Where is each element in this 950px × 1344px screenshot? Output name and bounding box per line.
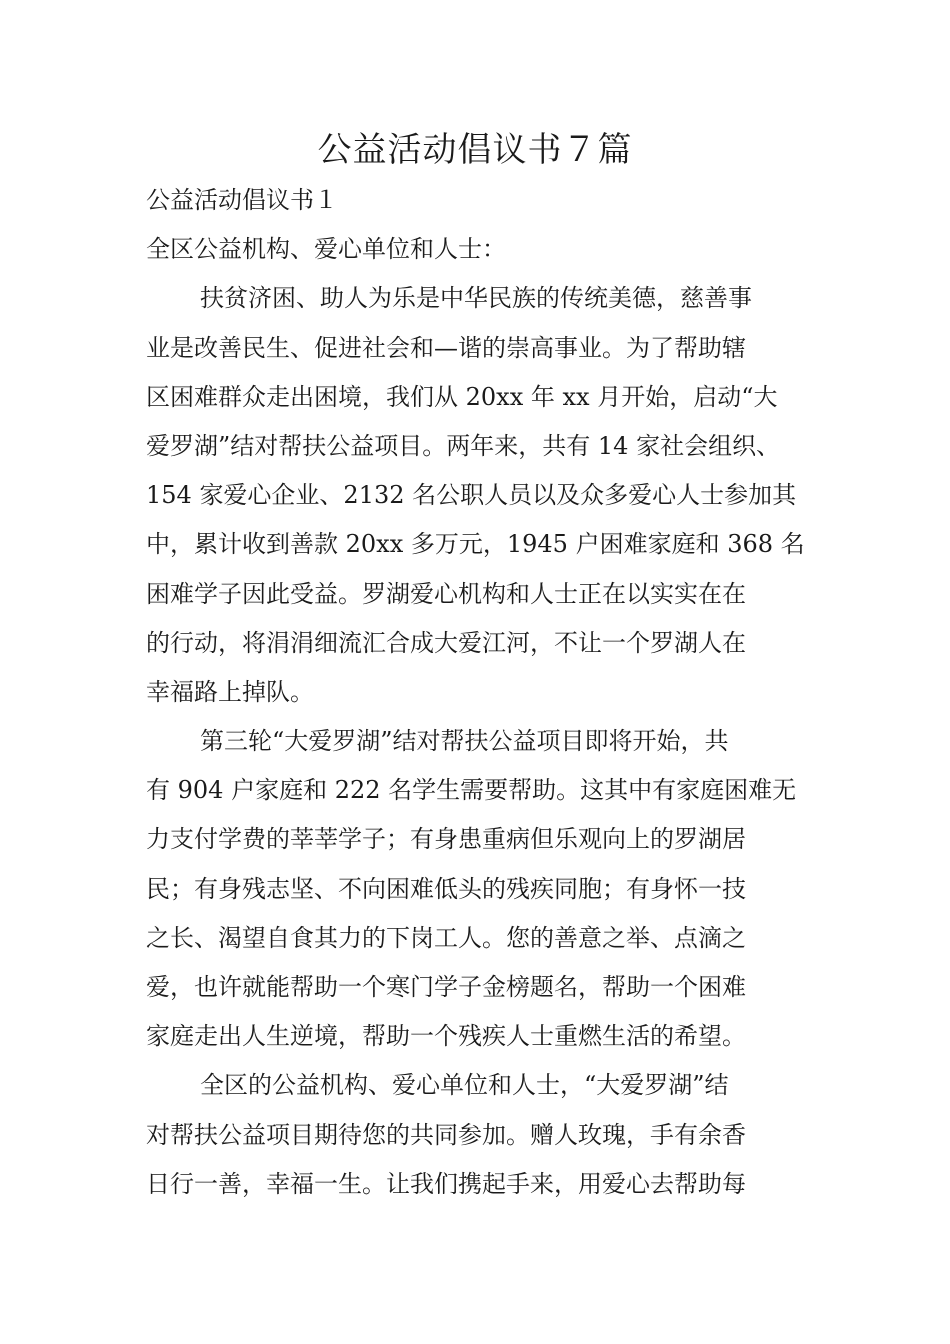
paragraph-3-line: 全区的公益机构、爱心单位和人士，“大爱罗湖”结 (200, 1071, 729, 1100)
paragraph-1-line: 区困难群众走出困境，我们从 20xx 年 xx 月开始，启动“大 (146, 382, 778, 411)
paragraph-2-line: 爱，也许就能帮助一个寒门学子金榜题名，帮助一个困难 (146, 973, 746, 1001)
paragraph-3-line: 日行一善，幸福一生。让我们携起手来，用爱心去帮助每 (146, 1169, 746, 1198)
document-body (146, 176, 826, 1209)
paragraph-2-line: 家庭走出人生逆境，帮助一个残疾人士重燃生活的希望。 (146, 1022, 746, 1051)
paragraph-1-line: 困难学子因此受益。罗湖爱心机构和人士正在以实实在在 (146, 579, 746, 608)
salutation: 全区公益机构、爱心单位和人士： (146, 235, 506, 264)
paragraph-2-line: 有 904 户家庭和 222 名学生需要帮助。这其中有家庭困难无 (146, 776, 797, 805)
paragraph-1-line: 中，累计收到善款 20xx 多万元，1945 户困难家庭和 368 名 (146, 530, 805, 559)
paragraph-1-line: 扶贫济困、助人为乐是中华民族的传统美德，慈善事 (200, 284, 752, 313)
document-title: 公益活动倡议书７篇 (317, 130, 633, 170)
paragraph-2-line: 力支付学费的莘莘学子；有身患重病但乐观向上的罗湖居 (146, 825, 746, 854)
paragraph-1-line: 幸福路上掉队。 (146, 677, 314, 706)
paragraph-1-line: 业是改善民生、促进社会和—谐的崇高事业。为了帮助辖 (146, 333, 746, 362)
paragraph-1-line: 的行动，将涓涓细流汇合成大爱江河，不让一个罗湖人在 (146, 628, 746, 657)
paragraph-2-line: 民；有身残志坚、不向困难低头的残疾同胞；有身怀一技 (146, 874, 746, 903)
paragraph-2-line: 之长、渴望自食其力的下岗工人。您的善意之举、点滴之 (146, 923, 746, 952)
paragraph-2-line: 第三轮“大爱罗湖”结对帮扶公益项目即将开始，共 (200, 727, 729, 756)
paragraph-3-line: 对帮扶公益项目期待您的共同参加。赠人玫瑰，手有余香 (146, 1120, 746, 1149)
paragraph-1-line: 爱罗湖”结对帮扶公益项目。两年来，共有 14 家社会组织、 (146, 431, 781, 460)
section-heading: 公益活动倡议书１ (146, 186, 338, 214)
paragraph-1-line: 154 家爱心企业、2132 名公职人员以及众多爱心人士参加其 (146, 481, 797, 510)
